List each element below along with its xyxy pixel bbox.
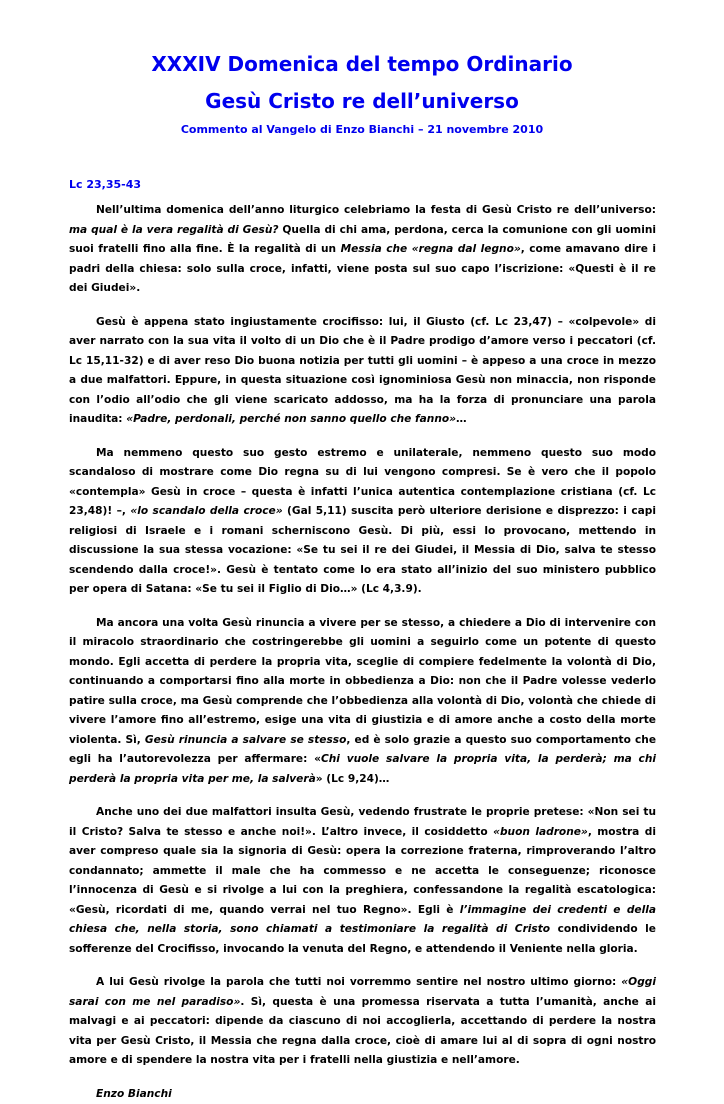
text-run: condividendo le sofferenze del Crocifisso, invocando la venuta del Regno, e attendendo il Veniente nella gloria. — [69, 923, 656, 955]
text-run: , ed è solo grazie a questo suo comportamento che egli ha l’autorevolezza per affermare: « — [69, 734, 656, 766]
paragraph — [69, 803, 656, 959]
italic-text: Chi vuole salvare la propria vita, la perderà; ma chi perderà la propria vita per me, la salverà — [69, 753, 656, 785]
text-run: … — [456, 413, 467, 425]
text-run: Ma nemmeno questo suo gesto estremo e unilaterale, nemmeno questo suo modo scandaloso di mostrare come Dio regna su di lui vengono compresi. Se è vero che il popolo «contempla» Gesù in croce – questa è infatti l’unica autentica contemplazione cristiana (cf. Lc 23,48)! –, — [69, 447, 656, 518]
gospel-reference: Lc 23,35-43 — [69, 178, 141, 191]
text-run: , mostra di aver compreso quale sia la signoria di Gesù: opera la correzione fraterna, rimproverando l’altro condannato; ammette il male che ha commesso e ne accetta le conseguenze; riconosce l’innocenza di Gesù e si rivolge a lui con la preghiera, confessandone la regalità escatologica: «Gesù, ricordati di me, quando verrai nel tuo Regno». Egli è — [69, 826, 656, 916]
text-run: Quella di chi ama, perdona, cerca la comunione con gli uomini suoi fratelli fino alla fine. È la regalità di un — [69, 224, 656, 256]
italic-text: Messia che «regna dal legno» — [341, 243, 521, 255]
text-run: , come amavano dire i padri della chiesa: solo sulla croce, infatti, viene posta sul suo capo l’iscrizione: «Questi è il re dei Giudei». — [69, 243, 656, 294]
italic-text: «lo scandalo della croce» — [130, 505, 282, 517]
paragraph — [69, 313, 656, 430]
italic-text: l’immagine dei credenti e della chiesa che, nella storia, sono chiamati a testimoniare la regalità di Cristo — [69, 904, 656, 936]
document-title: XXXIV Domenica del tempo Ordinario — [0, 52, 724, 76]
text-run: Ma ancora una volta Gesù rinuncia a vivere per se stesso, a chiedere a Dio di intervenire con il miracolo straordinario che costringerebbe gli uomini a seguirlo come un potente di questo mondo. Egli accetta di perdere la propria vita, sceglie di compiere fedelmente la volontà di Dio, continuando a comportarsi fino alla morte in obbedienza a Dio: non che il Padre volesse vederlo patire sulla croce, ma Gesù comprende che l’obbedienza alla volontà di Dio, volontà che chiede di vivere l’amore fino all’estremo, esige una vita di giustizia e di amore anche a costo della morte violenta. Sì, — [69, 617, 656, 746]
paragraph — [69, 614, 656, 790]
text-run: Gesù è appena stato ingiustamente crocifisso: lui, il Giusto (cf. Lc 23,47) – «colpevole» di aver narrato con la sua vita il volto di un Dio che è il Padre prodigo d’amore verso i peccatori (cf. Lc 15,11-32) e di aver reso Dio buona notizia per tutti gli uomini – è appeso a una croce in mezzo a due malfattori. Eppure, in questa situazione così ignominiosa Gesù non minaccia, non risponde con l’odio all’odio che gli viene scaricato addosso, ma ha la forza di pronunciare una parola inaudita: — [69, 316, 656, 426]
italic-text: «buon ladrone» — [493, 826, 588, 838]
italic-text: ma qual è la vera regalità di Gesù? — [69, 224, 279, 236]
text-run: Nell’ultima domenica dell’anno liturgico celebriamo la festa di Gesù Cristo re dell’universo: — [96, 204, 656, 216]
text-run: A lui Gesù rivolge la parola che tutti noi vorremmo sentire nel nostro ultimo giorno: — [96, 976, 621, 988]
paragraph — [69, 973, 656, 1071]
paragraph — [69, 444, 656, 600]
paragraph — [69, 201, 656, 299]
text-run: Anche uno dei due malfattori insulta Gesù, vedendo frustrate le proprie pretese: «Non sei tu il Cristo? Salva te stesso e anche noi!». L’altro invece, il cosiddetto — [69, 806, 656, 838]
commentary-byline: Commento al Vangelo di Enzo Bianchi – 21 novembre 2010 — [0, 123, 724, 136]
text-run: » (Lc 9,24)… — [316, 773, 390, 785]
document-body — [69, 201, 656, 1104]
italic-text: Gesù rinuncia a salvare se stesso — [145, 734, 346, 746]
italic-text: «Padre, perdonali, perché non sanno quello che fanno» — [126, 413, 456, 425]
italic-text: «Oggi sarai con me nel paradiso» — [69, 976, 656, 1008]
text-run: . Sì, questa è una promessa riservata a tutta l’umanità, anche ai malvagi e ai peccatori: dipende da ciascuno di noi accoglierla, accettando di perdere la nostra vita per Gesù Cristo, il Messia che regna dalla croce, cioè di amare lui al di sopra di ogni nostro amore e di spendere la nostra vita per i fratelli nella giustizia e nell’amore. — [69, 996, 656, 1067]
text-run: (Gal 5,11) suscita però ulteriore derisione e disprezzo: i capi religiosi di Israele e i romani scherniscono Gesù. Di più, essi lo provocano, mettendo in discussione la sua stessa vocazione: «Se tu sei il re dei Giudei, il Messia di Dio, salva te stesso scendendo dalla croce!». Gesù è tentato come lo era stato all’inizio del suo ministero pubblico per opera di Satana: «Se tu sei il Figlio di Dio…» (Lc 4,3.9). — [69, 505, 656, 595]
author-signature: Enzo Bianchi — [69, 1085, 656, 1104]
document-subtitle-title: Gesù Cristo re dell’universo — [0, 89, 724, 113]
